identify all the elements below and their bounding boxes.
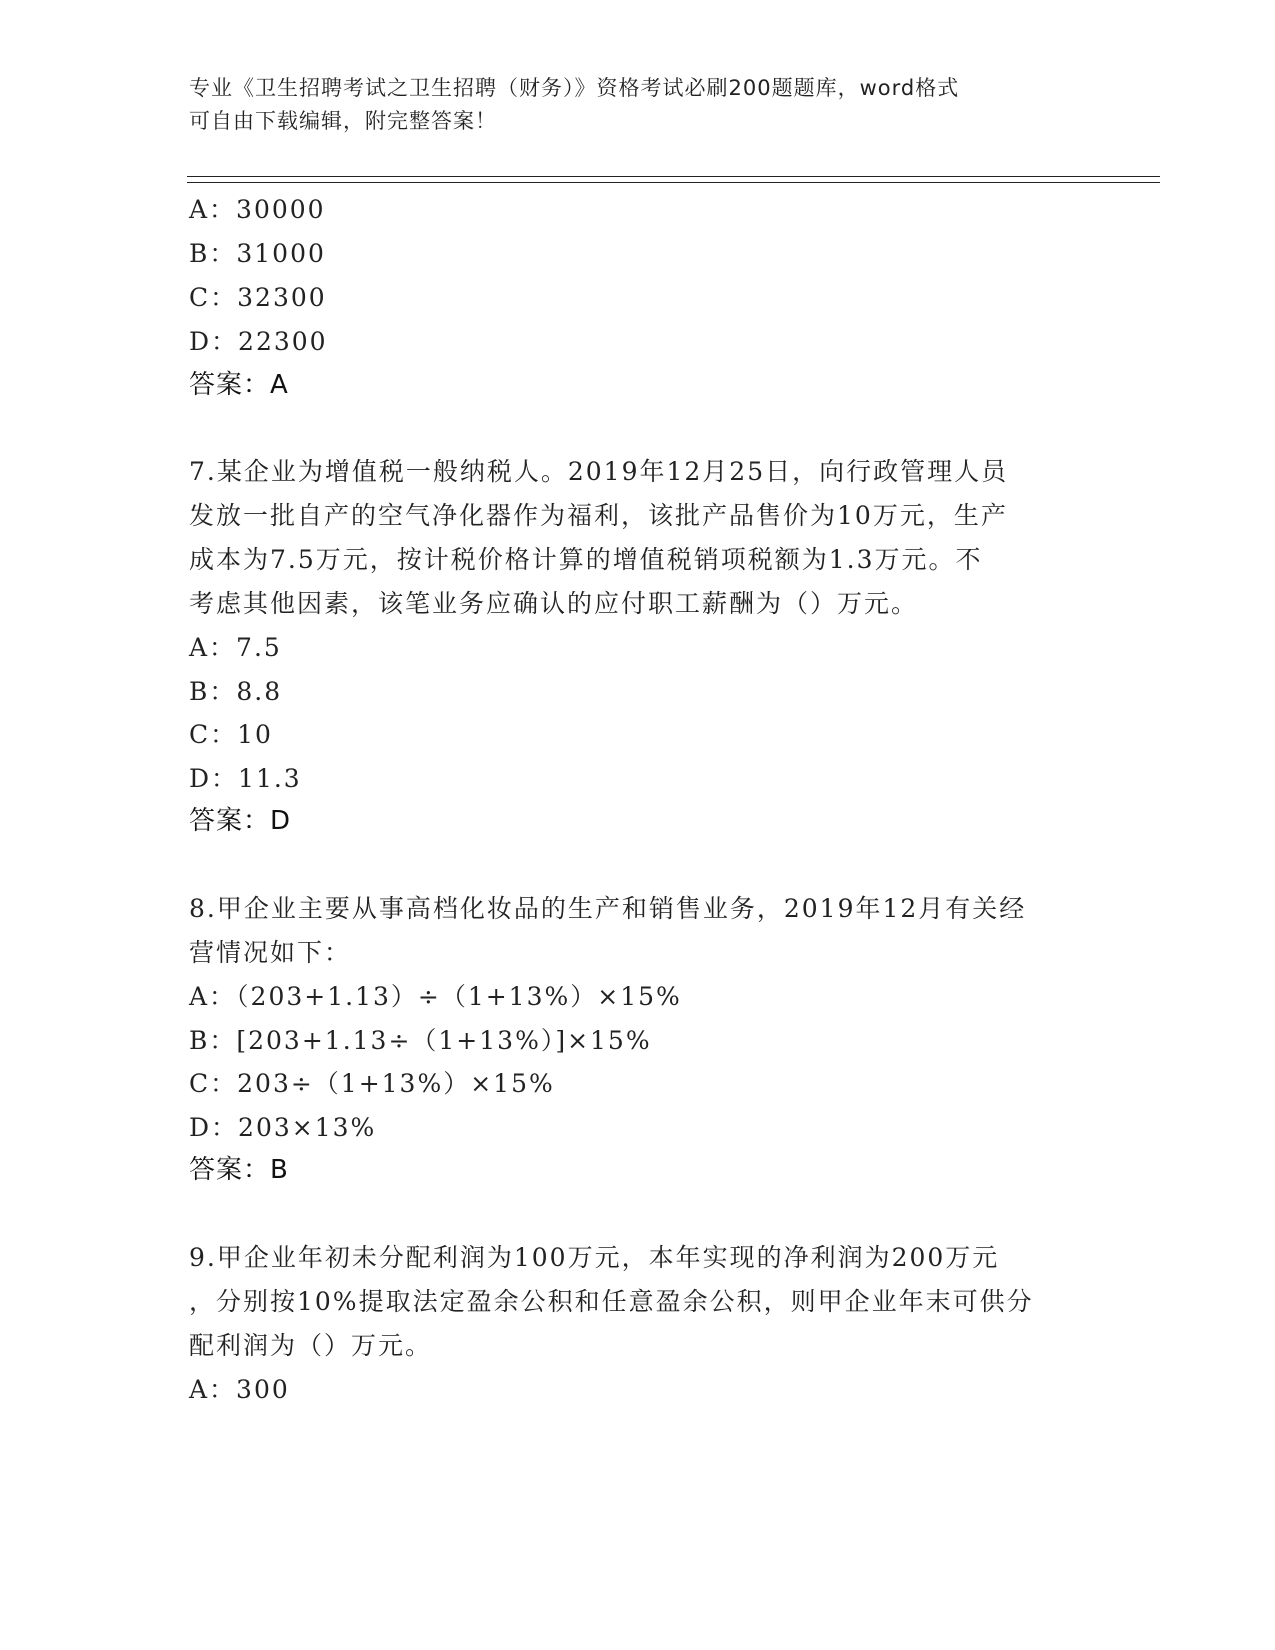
q8-option-a: A：（203+1.13）÷（1+13%）×15%	[189, 982, 682, 1011]
q7-option-a: A：7.5	[189, 633, 282, 662]
q7-stem-line-4: 考虑其他因素，该笔业务应确认的应付职工薪酬为（）万元。	[189, 589, 919, 618]
q7-option-d: D：11.3	[189, 764, 302, 793]
q8-option-b: B：[203+1.13÷（1+13%）]×15%	[189, 1026, 652, 1055]
header-title-line-2: 可自由下载编辑，附完整答案！	[189, 109, 497, 133]
q9-option-a: A：300	[189, 1375, 290, 1404]
q7-option-c: C：10	[189, 720, 273, 749]
document-header	[189, 72, 1089, 138]
q7-stem-line-1: 7.某企业为增值税一般纳税人。2019年12月25日，向行政管理人员	[189, 457, 1009, 486]
q7-answer: 答案：D	[189, 806, 292, 836]
q6-option-a: A：30000	[189, 195, 326, 224]
q7-stem-line-3: 成本为7.5万元，按计税价格计算的增值税销项税额为1.3万元。不	[189, 545, 983, 574]
q8-option-c: C：203÷（1+13%）×15%	[189, 1069, 555, 1098]
q8-stem-line-1: 8.甲企业主要从事高档化妆品的生产和销售业务，2019年12月有关经	[189, 894, 1027, 923]
q7-stem-line-2: 发放一批自产的空气净化器作为福利，该批产品售价为10万元，生产	[189, 501, 1008, 530]
q8-option-d: D：203×13%	[189, 1113, 377, 1142]
q6-option-d: D：22300	[189, 327, 328, 356]
q7-option-b: B：8.8	[189, 677, 283, 706]
q8-stem-line-2: 营情况如下：	[189, 938, 352, 967]
q6-option-b: B：31000	[189, 239, 326, 268]
header-rule-top	[187, 176, 1160, 177]
q6-answer: 答案：A	[189, 370, 289, 400]
q9-stem-line-3: 配利润为（）万元。	[189, 1331, 433, 1360]
q8-answer: 答案：B	[189, 1155, 289, 1185]
q6-option-c: C：32300	[189, 283, 327, 312]
header-rule-bottom	[187, 182, 1160, 183]
q9-stem-line-1: 9.甲企业年初未分配利润为100万元，本年实现的净利润为200万元	[189, 1243, 1000, 1272]
header-title-line-1: 专业《卫生招聘考试之卫生招聘（财务）》资格考试必刷200题题库，word格式	[189, 76, 960, 100]
q9-stem-line-2: ，分别按10%提取法定盈余公积和任意盈余公积，则甲企业年末可供分	[189, 1287, 1034, 1316]
